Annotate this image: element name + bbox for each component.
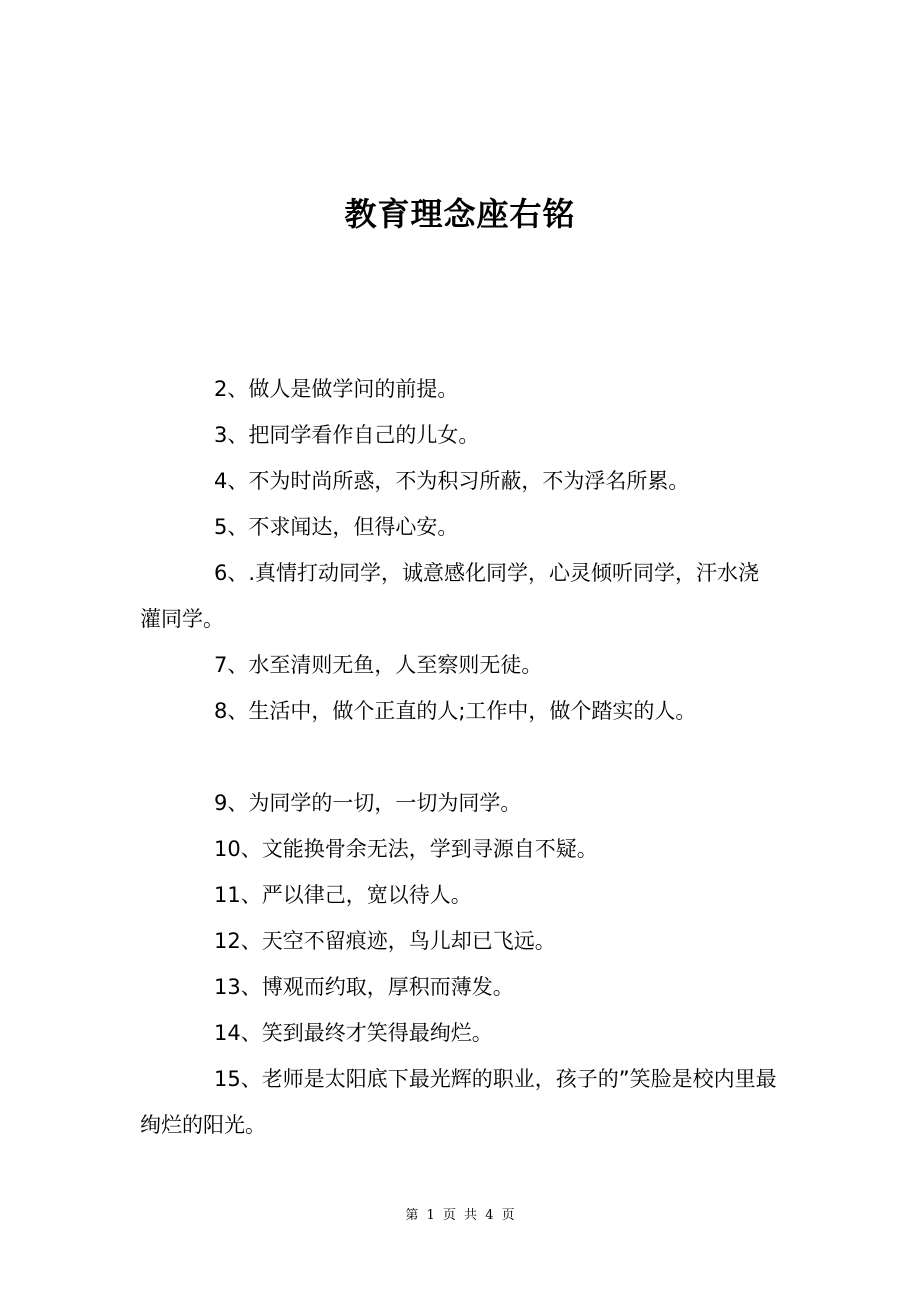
blank-line <box>140 734 780 780</box>
motto-paragraph: 14、笑到最终才笑得最绚烂。 <box>214 1021 493 1045</box>
motto-paragraph: 10、文能换骨余无法，学到寻源自不疑。 <box>214 837 598 861</box>
motto-paragraph: 12、天空不留痕迹，鸟儿却已飞远。 <box>214 929 556 953</box>
motto-paragraph: 7、水至清则无鱼，人至察则无徒。 <box>214 653 543 677</box>
motto-paragraph: 6、.真情打动同学，诚意感化同学，心灵倾听同学，汗水浇灌同学。 <box>140 561 760 631</box>
page-footer: 第 1 页 共 4 页 <box>405 1208 515 1223</box>
motto-paragraph: 8、生活中，做个正直的人;工作中，做个踏实的人。 <box>214 699 697 723</box>
document-title: 教育理念座右铭 <box>344 195 576 233</box>
motto-paragraph: 15、老师是太阳底下最光辉的职业，孩子的”笑脸是校内里最绚烂的阳光。 <box>140 1067 777 1137</box>
motto-paragraph: 5、不求闻达，但得心安。 <box>214 515 459 539</box>
motto-paragraph: 3、把同学看作自己的儿女。 <box>214 423 480 447</box>
motto-paragraph: 4、不为时尚所惑，不为积习所蔽，不为浮名所累。 <box>214 469 690 493</box>
motto-paragraph: 11、严以律己，宽以待人。 <box>214 883 472 907</box>
document-body <box>140 366 780 1148</box>
motto-paragraph: 13、博观而约取，厚积而薄发。 <box>214 975 514 999</box>
motto-paragraph: 2、做人是做学问的前提。 <box>214 377 459 401</box>
motto-paragraph: 9、为同学的一切，一切为同学。 <box>214 791 522 815</box>
